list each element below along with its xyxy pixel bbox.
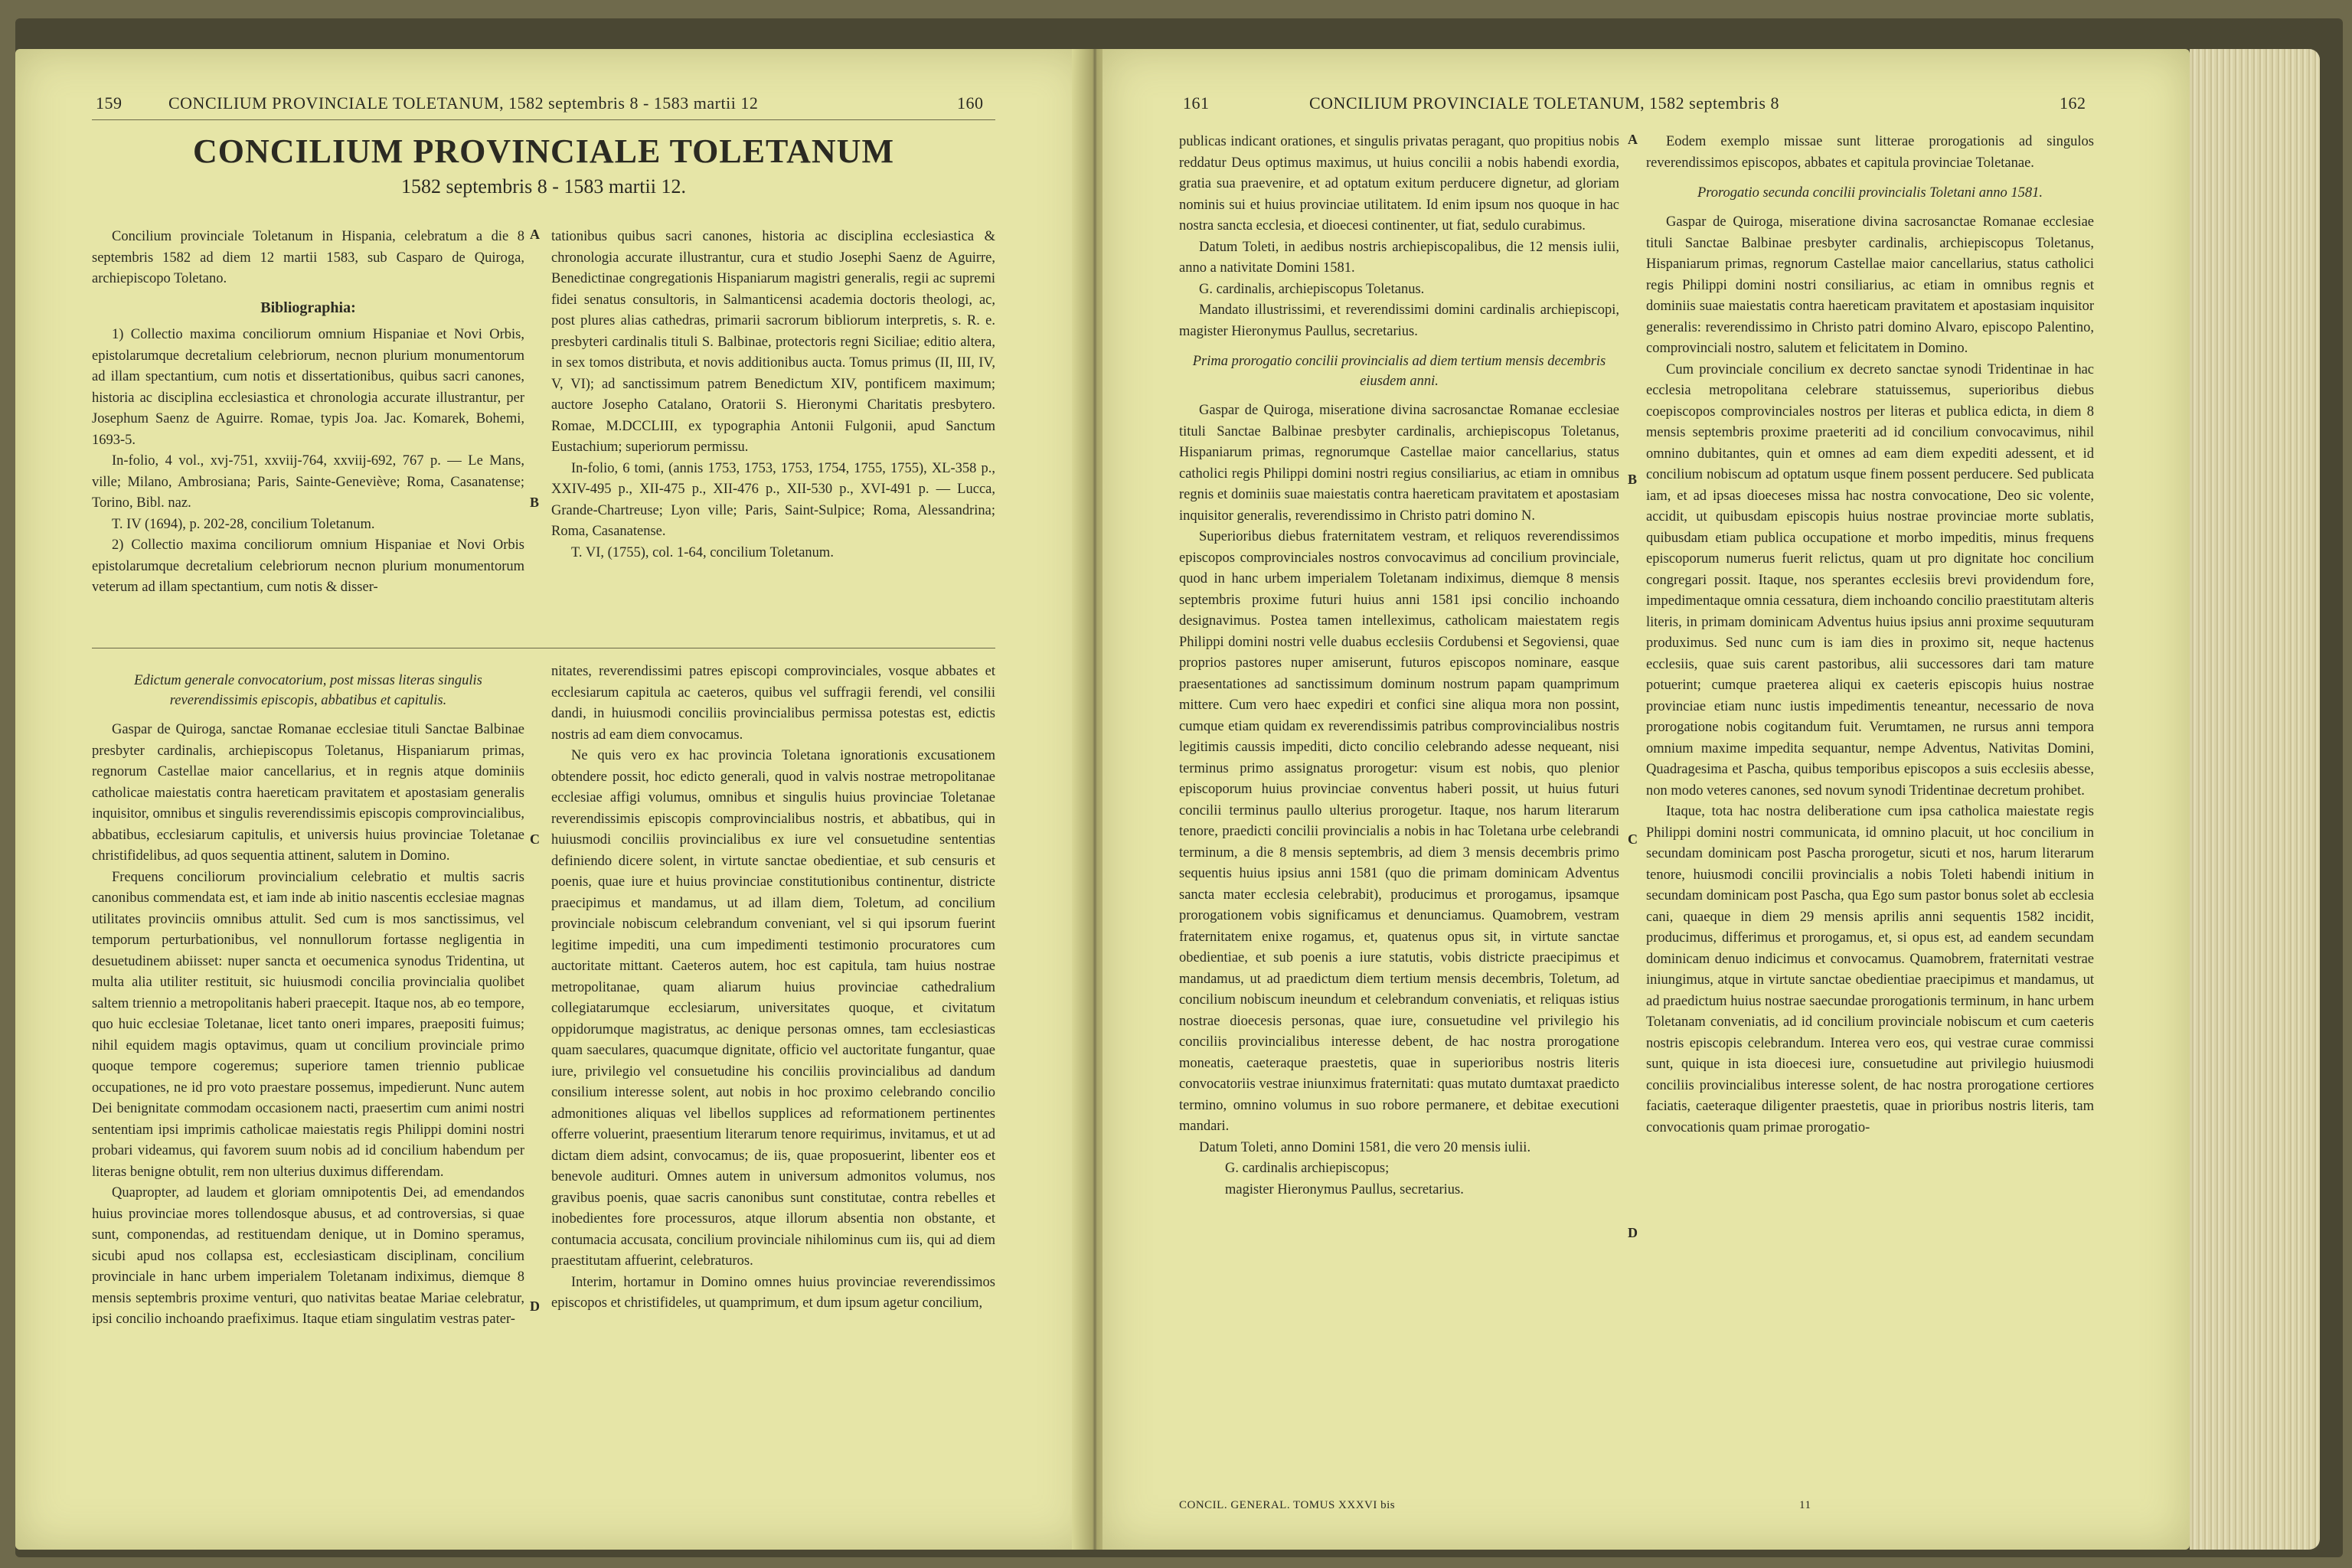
prorogation-1-secretary: magister Hieronymus Paullus, secretarius. (1225, 1181, 1464, 1197)
edict-paragraph-3: Quapropter, ad laudem et gloriam omnipotentis Dei, ad emendandos huius provinciae mores tollendosque abusus, et ad controversias, si quae sunt, componendas, ad restituendam denique, ut in Domino speramus, sicubi apud nos collapsa est, ecclesiasticam disciplinam, concilium provinciale in hanc urbem imperialem Toletanam indiximus, diemque 8 mensis septembris proxime venturi, quo nativitas beatae Mariae celebratur, ipsi concilio inchoando praefiximus. Itaque etiam singulatim vestras pater- (92, 1185, 524, 1327)
left-col-3 (92, 662, 524, 1331)
page-edges (2190, 49, 2320, 1550)
head-rule (92, 119, 995, 120)
edict-paragraph-2: Frequens conciliorum provincialium celebratio et multis sacris canonibus commendata est, et iam inde ab initio nascentis ecclesiae magnas utilitates provinciis omnibus attulit. Sed cum is mos sanctissimus, vel temporum perturbationibus, vel nonnullorum fortasse negligentia in desuetudinem abiisset: nuper sancta et oecumenica synodus Tridentina, ut multa alia utiliter restituit, sic huiusmodi concilia provincialia quolibet saltem triennio a metropolitanis haberi praecepit. Itaque nos, ab eo tempore, quo huic ecclesiae Toletanae, licet tanto oneri impares, praepositi fuimus; nihil equidem magis optavimus, quam ut concilium provinciale primo quoque tempore cogeremus; superiore tamen triennio publicae occupationes, ne id pro voto praestare possemus, impedierunt. Nunc autem Dei benignitate commodam occasionem nacti, praesertim cum animi nostri sententiam ipsi imprimis catholicae maiestatis regis Philippi domini nostri probari videamus, qui favorem suum nobis ad id concilium habendum per literas benigne obtulit, rem non ulterius duximus differendam. (92, 869, 524, 1180)
biblio-entry-1-details: In-folio, 4 vol., xvj-751, xxviij-764, xxviij-692, 767 p. — Le Mans, ville; Milano, Ambrosiana; Paris, Sainte-Geneviève; Roma, Casanatense; Torino, Bibl. naz. (92, 453, 524, 511)
edict-heading: Edictum generale convocatorium, post missas literas singulis reverendissimis episcopis, abbatibus et capitulis. (134, 673, 482, 708)
biblio-entry-2-details: In-folio, 6 tomi, (annis 1753, 1753, 1753, 1754, 1755, 1755), XL-358 p., XXIV-495 p., XII-475 p., XII-476 p., XII-530 p., XVI-491 p. — Lucca, Grande-Chartreuse; Lyon ville; Paris, Saint-Sulpice; Roma, Alessandrina; Roma, Casanatense. (551, 460, 995, 539)
signature-footer: CONCIL. GENERAL. TOMUS XXXVI bis (1179, 1499, 1396, 1511)
edict-signature: G. cardinalis, archiepiscopus Toletanus. (1199, 281, 1425, 297)
margin-marker-a: A (530, 227, 540, 242)
prorogation-1-signature: G. cardinalis archiepiscopus; (1225, 1161, 1390, 1176)
prorogation-1-address: Gaspar de Quiroga, miseratione divina sacrosanctae Romanae ecclesiae tituli Sanctae Balbinae presbyter cardinalis, archiepiscopus Toletanus, Hispaniarum primas, regnorumque Castellae maior cancellarius, status catholici regis Philippi domini nostri regius consiliarius, ac etiam in omnibus regnis et dominiis suae maiestatis contra haereticam pravitatem et apostasiam inquisitor generalis, reverendissimo in Christo patri domino N. (1179, 403, 1619, 524)
prorogation-1-body: Superioribus diebus fraternitatem vestram, et reliquos reverendissimos episcopos comprovinciales nostros convocavimus ad concilium provinciale, quod in hanc urbem imperialem Toletanam indiximus, diemque 8 mensis septembris proxime futuri huius anni 1581 ipsi concilio inchoando designavimus. Postea tamen intelleximus, catholicam maiestatem regis Philippi domini nostri velle duabus ecclesiis Cordubensi et Segoviensi, quae proprios pastores nuper amiserunt, futuros episcopos nominare, easque praesentationes ad sanctissimum dominum nostrum papam quamprimum mittere. Cum vero haec expediri et confici sine aliqua mora non possint, cumque etiam quidam ex reverendissimis patribus comprovincialibus nostris legitimis caussis impediti, dicto concilio celebrando adesse nequeant, nisi terminus primo assignatus prorogetur: visum est nobis, quo plenior episcoporum huius provinciae conventus haberi possit, ut huius futuri concilii terminus paullo ulterius prorogetur. Itaque, nos harum literarum tenore, praedicti concilii provincialis a nobis in hac Toletana urbe celebrandi terminum, a die 8 mensis septembris, ad diem 3 mensis decembris primo sequentis huius ipsius anni 1581 (quo die primam dominicam Adventus sancta mater ecclesia celebrabit), producimus et prorogamus, ipsamque prorogationem vobis significamus et denunciamus. Quamobrem, vestram fraternitatem enixe rogamus, et, quatenus opus sit, in virtute sanctae obedientiae, et sub poenis a iure statutis, vobis districte praecipimus et mandamus, ut ad praedictum diem tertium mensis decembris, Toletum, ad concilium nobiscum ineundum et celebrandum conveniatis, et reliquas istius nostrae dioecesis personas, quae iure, consuetudine vel privilegio his conciliis provincialibus interesse debent, de hac nostra prorogatione moneatis, caeteraque praestetis, quae in superioribus nostris literis convocatoriis vestrae iniunximus fraternitati: quas mutato dumtaxat praedicto termino, omnino volumus in suo robore permanere, et debitae executioni mandari. (1179, 529, 1619, 1134)
document-subtitle: 1582 septembris 8 - 1583 martii 12. (401, 175, 686, 198)
margin-marker-c: C (530, 831, 540, 847)
biblio-entry-1: 1) Collectio maxima conciliorum omnium Hispaniae et Novi Orbis, epistolarumque decretalium celebriorum, necnon plurium monumentorum ad illam spectantium, cum notis et dissertationibus, quibus sacri canones, historia ac disciplina ecclesiastica et chronologia accurate illustrantur, per Josephum Saenz de Aguirre. Romae, typis Joa. Jac. Komarek, Bohemi, 1693-5. (92, 327, 524, 448)
biblio-entry-2-cont: tationibus quibus sacri canones, historia ac disciplina ecclesiastica & chronologia accurate illustrantur, cura et studio Josephi Saenz de Aguirre, Benedictinae congregationis Hispaniarum magistri generalis, regii ac supremi fidei senatus consultoris, in Salmanticensi academia doctoris theologi, ac, post plures alias cathedras, primarii sacrorum bibliorum interpretis, s. R. e. presbyteri cardinalis tituli S. Balbinae, protectoris regni Siciliae; editio altera, in sex tomos distributa, et novis additionibus aucta. Tomus primus (II, III, IV, V, VI); ad sanctissimum patrem Benedictum XIV, pontificem maximum; auctore Josepho Catalano, Oratorii S. Hieronymi Charitatis presbytero. Romae, M.DCCLIII, ex typographia Antonii Fulgonii, apud Sanctum Eustachium; superiorum permissu. (551, 229, 995, 455)
margin-marker-b: B (530, 495, 540, 510)
prorogation-2-address: Gaspar de Quiroga, miseratione divina sacrosanctae Romanae ecclesiae tituli Sanctae Balbinae presbyter cardinalis, archiepiscopus Toletanus, Hispaniarum primas, regnorum Castellae maior cancellarius, status catholici regis Philippi domini nostri consiliarius, ac etiam in omnibus regnis et dominiis suae maiestatis contra haereticam pravitatem et apostasiam inquisitor generalis: reverendissimo in Christo patri domino Alvaro, episcopo Palentino, comprovinciali nostro, salutem et felicitatem in Domino. (1646, 214, 2094, 356)
biblio-entry-2: 2) Collectio maxima conciliorum omnium Hispaniae et Novi Orbis epistolarumque decretalium celebriorum necnon plurium monumentorum veterum ad illam spectantium, cum notis & disser- (92, 537, 524, 595)
signature-number: 11 (1799, 1499, 1811, 1511)
edict-date: Datum Toleti, in aedibus nostris archiepiscopalibus, die 12 mensis iulii, anno a nativitate Domini 1581. (1179, 239, 1619, 276)
page-number-160: 160 (957, 93, 984, 113)
margin-marker-d: D (530, 1298, 540, 1314)
margin-marker-a: A (1628, 132, 1638, 147)
edict-paragraph-1: Gaspar de Quiroga, sanctae Romanae ecclesiae tituli Sanctae Balbinae presbyter cardinalis, archiepiscopus Toletanus, Hispaniarum primas, regnorum Castellae maior cancellarius, et in regnis atque dominiis catholicae maiestatis contra haereticam pravitatem et apostasiam generalis inquisitor, omnibus et singulis reverendissimis episcopis comprovincialibus, abbatibus, ecclesiarum capitulis, et universis huius provinciae Toletanae christifidelibus, ad quos sequentia attinent, salutem in Domino. (92, 722, 524, 864)
prorogation-2-body: Cum provinciale concilium ex decreto sanctae synodi Tridentinae in hac ecclesia metropolitana celebrare statuissemus, superioribus diebus coepiscopos comprovinciales nostros per literas et publica edicta, in diem 8 mensis septembris proxime praeteriti ad id concilium convocavimus, nihil omnino dubitantes, quin et omnes ad eam diem expediti adessent, et id concilium nobiscum ad optatum usque finem possent perducere. Sed publicata iam, et ad ipsas dioeceses missa hac nostra convocatione, Deo sic volente, accidit, ut quibusdam episcopis huius nostrae provinciae morte sublatis, quibusdam etiam publica occupatione et morbo impeditis, minus frequens episcoporum numerus fuerit relictus, quam ut pro dignitate hoc concilium congregari possit. Itaque, nos sperantes ecclesiis brevi providendum fore, impedimentaque omnia cessatura, diem inchoando concilio praestitutam alteris literis, in primam dominicam Adventus huius ipsius anni proxime sequuturam produximus. Sed nunc cum is iam dies in proximo sit, neque hactenus ecclesiis, quae suis carent pastoribus, alii successores dari tam mature potuerint; cumque praeterea aliqui ex caeteris episcopis huius nostrae provinciae etiam nunc iustis impedimentis teneantur, necessario de nova prorogatione nobis cogitandum fuit. Verumtamen, ne rursus anni tempora omnium maxime impedita sequantur, nempe Adventus, Nativitas Domini, Quadragesima et Pascha, quibus temporibus episcopos a suis ecclesiis abesse, non modo veteres canones, sed novum synodi Tridentinae decretum prohibet. (1646, 361, 2094, 799)
right-col-1 (1179, 132, 1619, 1200)
prorogation-2-decision: Itaque, tota hac nostra deliberatione cum ipsa catholica maiestate regis Philippi domini nostri communicata, id omnino placuit, ut hoc concilium in secundam dominicam post Pascha prorogetur, sicuti et nos, harum literarum tenore, huiusmodi concilii provincialis a nobis Toleti habendi initium in secundam dominicam post Pascha, qua Ego sum pastor bonus solet ab ecclesia cani, quaeque in diem 29 mensis aprilis anni sequentis 1582 incidit, producimus, differimus et prorogamus, et, si opus est, ad eandem secundam dominicam denuo indicimus et convocamus. Quamobrem, fraternitati vestrae iniungimus, atque in virtute sanctae obedientiae praecipimus et mandamus, ut ad praedictum huius nostrae saecundae prorogationis terminum, in hanc urbem Toletanam conveniatis, ad id concilium provinciale nobiscum et cum caeteris nostris episcopis celebrandum. Interea vero eos, qui vestrae curae commissi sunt, quique in ista dioecesi iure, consuetudine aut privilegio huiusmodi conciliis provincialibus interesse solent, de hac nostra prorogatione certiores faciatis, caeteraque diligenter praestetis, quae in prioribus nostris literis, tam convocationis quam primae prorogatio- (1646, 804, 2094, 1135)
page-number-162: 162 (2060, 93, 2086, 113)
running-head-text: CONCILIUM PROVINCIALE TOLETANUM, 1582 septembris 8 - 1583 martii 12 (168, 93, 759, 113)
page-number-159: 159 (96, 93, 122, 113)
edict-cont-3: Interim, hortamur in Domino omnes huius provinciae reverendissimos episcopos et christifideles, ut quamprimum, et dum ipsum agetur concilium, (551, 1274, 995, 1311)
edict-end-paragraph: publicas indicant orationes, et singulis privatas peragant, quo propitius nobis reddatur Deus optimus maximus, ut huius concilii a nobis habendi exordia, gratia sua praevenire, et ad optatum exitum perducere dignetur, ad gloriam nominis sui et huius provinciae utilitatem. Id enim ipsum nos quoque in hac nostra sancta ecclesia, et dioecesi continenter, ut fiat, sedulo curabimus. (1179, 134, 1619, 234)
margin-marker-d: D (1628, 1225, 1638, 1240)
left-col-2 (551, 227, 995, 564)
left-col-4 (551, 662, 995, 1315)
margin-marker-b: B (1628, 472, 1638, 487)
prorogation-1-date: Datum Toleti, anno Domini 1581, die vero 20 mensis iulii. (1199, 1139, 1531, 1155)
first-prorogation-heading: Prima prorogatio concilii provincialis ad diem tertium mensis decembris eiusdem anni. (1192, 354, 1606, 389)
left-page (15, 49, 1087, 1550)
biblio-entry-2-volume: T. VI, (1755), col. 1-64, concilium Toletanum. (571, 544, 834, 560)
biblio-entry-1-volume: T. IV (1694), p. 202-28, concilium Toletanum. (112, 516, 375, 532)
margin-marker-c: C (1628, 831, 1638, 847)
edict-mandate: Mandato illustrissimi, et reverendissimi domini cardinalis archiepiscopi, magister Hieronymus Paullus, secretarius. (1179, 302, 1619, 339)
left-col-1 (92, 227, 524, 599)
page-number-161: 161 (1183, 93, 1210, 113)
bibliography-heading: Bibliographia: (260, 299, 356, 316)
intro-paragraph: Concilium provinciale Toletanum in Hispania, celebratum a die 8 septembris 1582 ad diem 12 martii 1583, sub Casparo de Quiroga, archiepiscopo Toletano. (92, 229, 524, 286)
edict-cont-2: Ne quis vero ex hac provincia Toletana ignorationis excusationem obtendere possit, hoc edicto generali, quod in valvis nostrae metropolitanae ecclesiae affigi volumus, omnibus et singulis huius provinciae Toletanae reverendissimis episcopis comprovincialibus nostris, et abbatibus, qui in huiusmodi conciliis provincialibus ex iure vel consuetudine sententias definiendo dicere solent, in virtute sanctae obedientiae, et sub censuris et poenis, quae iure et huius provinciae constitutionibus continentur, districte praecipimus et mandamus, ut ad illam diem, Toletum, ad concilium provinciale nobiscum celebrandum conveniant, vel si qui ipsorum fuerint legitime impediti, una cum impedimenti testimonio procuratores cum auctoritate mittant. Caeteros autem, hoc est capitula, tam huius nostrae metropolitanae, quam aliarum huius provinciae cathedralium collegiatarumque ecclesiarum, universitates quoque, et civitatum oppidorumque magistratus, ac denique personas omnes, tam ecclesiasticas quam saeculares, quacumque dignitate, officio vel auctoritate fungantur, quae iure, privilegio vel consuetudine his conciliis provincialibus ad dandum consilium interesse solent, aut nobis in hoc proximo celebrando concilio admonitiones aliquas vel libellos supplices ad reformationem pertinentes offerre voluerint, praesentium literarum tenore requirimus, invitamus, et ut ad dictam diem adsint, convocamus; de iis, quae proposuerint, libenter eos et benevole audituri. Omnes autem in universum admonitos volumus, nos gravibus poenis, quae sacris canonibus sunt constitutae, contra rebelles et inobedientes fore processuros, atque illorum absentia non obstante, et contumacia accusata, concilium provinciale nihilominus cum iis, qui ad diem praestitutam affuerint, celebraturos. (551, 748, 995, 1269)
copy-note: Eodem exemplo missae sunt litterae prorogationis ad singulos reverendissimos episcopos, abbates et capitula provinciae Toletanae. (1646, 134, 2094, 171)
second-prorogation-heading: Prorogatio secunda concilii provincialis Toletani anno 1581. (1697, 185, 2043, 201)
right-col-2 (1646, 132, 2094, 1138)
edict-cont-1: nitates, reverendissimi patres episcopi comprovinciales, vosque abbates et ecclesiarum capitula ac caeteros, quibus vel suffragii ferendi, vel consilii dandi, in huiusmodi conciliis provincialibus permissa potestas est, edictis nostris ad eam diem convocamus. (551, 664, 995, 743)
right-page (1102, 49, 2190, 1550)
title-block (92, 132, 995, 198)
document-title: CONCILIUM PROVINCIALE TOLETANUM (193, 132, 894, 170)
running-head-text: CONCILIUM PROVINCIALE TOLETANUM, 1582 septembris 8 (1309, 93, 1779, 113)
